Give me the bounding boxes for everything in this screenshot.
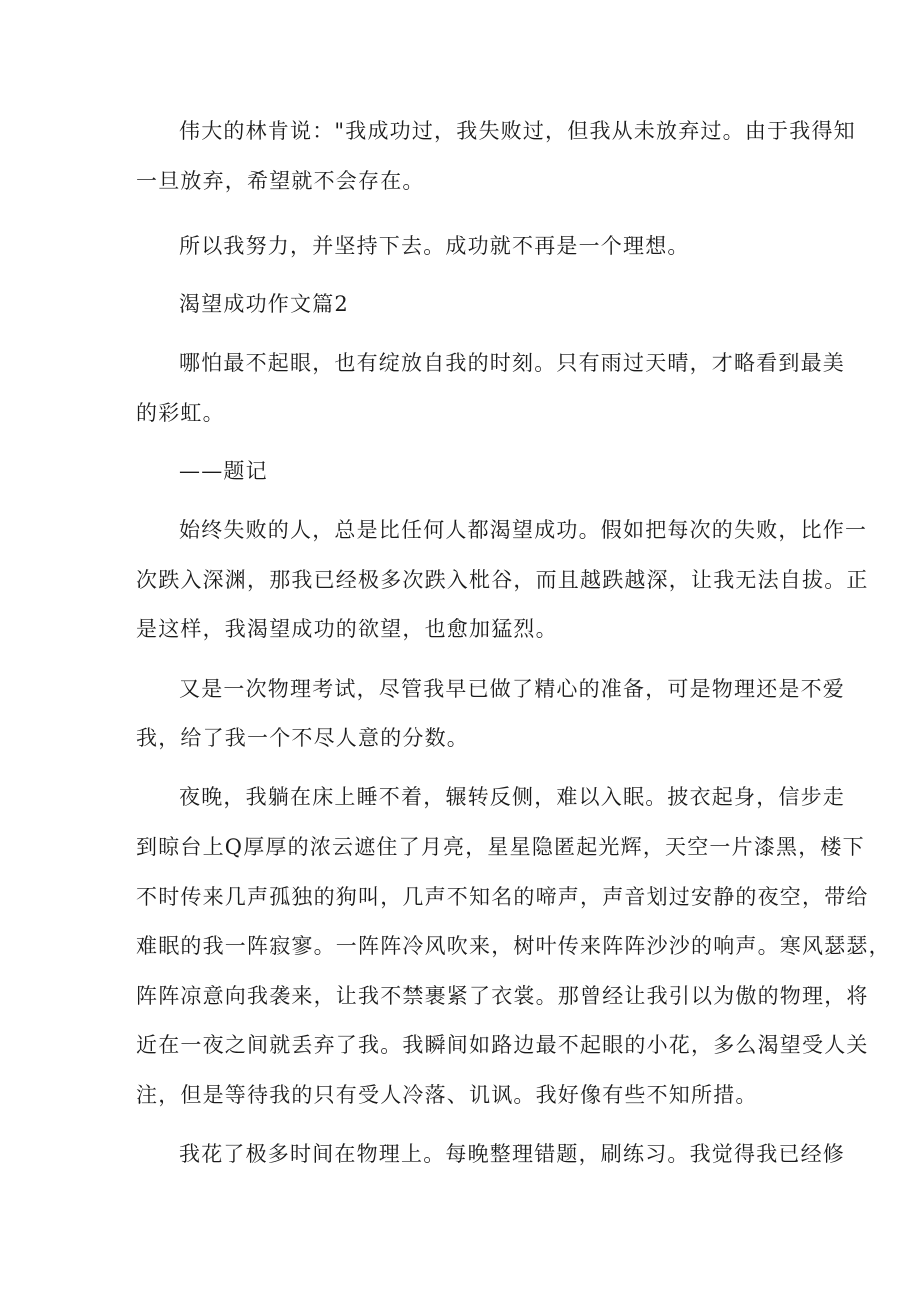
paragraph-line: 不时传来几声孤独的狗叫，几声不知名的啼声，声音划过安静的夜空，带给 [136,885,869,909]
paragraph-line: 始终失败的人，总是比任何人都渴望成功。假如把每次的失败，比作一 [179,518,868,542]
paragraph-line: 阵阵凉意向我袭来，让我不禁裹紧了衣裳。那曾经让我引以为傲的物理，将 [136,984,869,1008]
paragraph-line: 伟大的林肯说："我成功过，我失败过，但我从未放弃过。由于我得知 [179,119,856,143]
paragraph-line: 注，但是等待我的只有受人冷落、讥讽。我好像有些不知所措。 [136,1083,758,1107]
paragraph-line: 一旦放弃，希望就不会存在。 [136,169,425,193]
paragraph-line: 又是一次物理考试，尽管我早已做了精心的准备，可是物理还是不爱 [179,677,845,701]
paragraph-line: 近在一夜之间就丢弃了我。我瞬间如路边最不起眼的小花，多么渴望受人关 [136,1033,869,1057]
paragraph-line: 次跌入深渊，那我已经极多次跌入枇谷，而且越跌越深，让我无法自拔。正 [136,568,869,592]
section-heading: 渴望成功作文篇2 [179,292,349,316]
paragraph-line: 的彩虹。 [136,401,225,425]
paragraph-line: 哪怕最不起眼，也有绽放自我的时刻。只有雨过天晴，才略看到最美 [179,351,845,375]
paragraph-line: 夜晚，我躺在床上睡不着，辗转反侧，难以入眠。披衣起身，信步走 [179,785,845,809]
epigraph-attribution: ——题记 [179,459,268,483]
paragraph-line: 到晾台上Q厚厚的浓云遮住了月亮，星星隐匿起光辉，天空一片漆黑，楼下 [136,835,865,859]
paragraph-line: 所以我努力，并坚持下去。成功就不再是一个理想。 [179,234,690,258]
paragraph-line: 我花了极多时间在物理上。每晚整理错题，刷练习。我觉得我已经修 [179,1142,845,1166]
paragraph-line: 我，给了我一个不尽人意的分数。 [136,726,469,750]
paragraph-line: 是这样，我渴望成功的欲望，也愈加猛烈。 [136,617,558,641]
paragraph-line: 难眠的我一阵寂寥。一阵阵冷风吹来，树叶传来阵阵沙沙的响声。寒风瑟瑟， [136,934,891,958]
